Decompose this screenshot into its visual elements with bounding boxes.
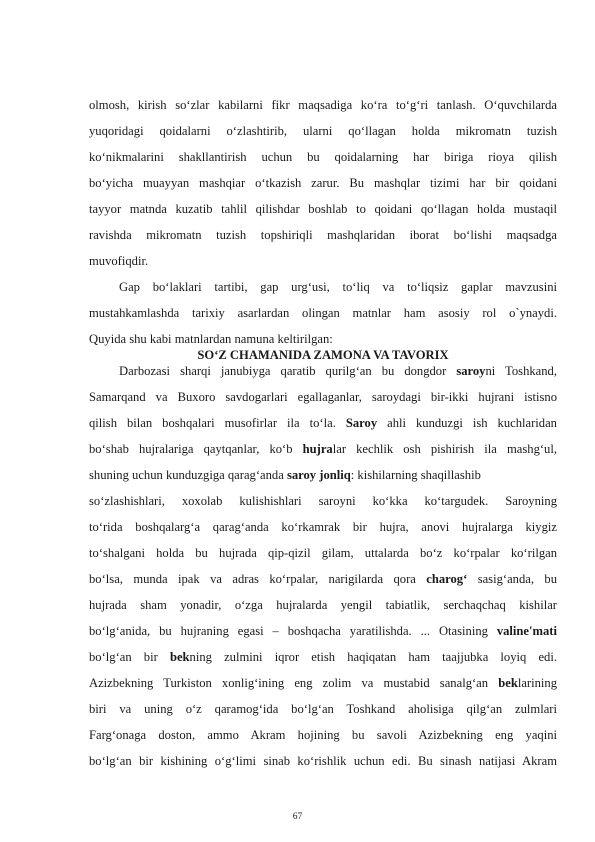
page-number: 67 <box>292 812 303 822</box>
text-line: Gap bo‘laklari tartibi, gap urg‘usi, to‘liq va to‘liqsiz gaplar mavzusini <box>119 280 557 294</box>
text-line: bo‘lg‘an bir kishining o‘g‘limi sinab ko‘rishlik uchun edi. Bu sinash natijasi Akram <box>89 754 557 768</box>
text-line: biri va uning o‘z qaramog‘ida bo‘lg‘an Toshkand aholisiga qilg‘an zulmlari <box>89 702 557 716</box>
text-line: bo‘lg‘anida, bu hujraning egasi – boshqacha yaratilishda. ... Otasining valine'mati <box>89 624 557 638</box>
text-line: so‘zlashishlari, xoxolab kulishishlari saroyni ko‘kka ko‘targudek. Saroyning <box>89 494 557 508</box>
text-line: bo‘lg‘an bir bekning zulmini iqror etish haqiqatan ham taajjubka loyiq edi. <box>89 650 557 664</box>
text-line: mustahkamlashda tarixiy asarlardan olingan matnlar ham asosiy rol o`ynaydi. <box>89 306 557 320</box>
text-line: yuqoridagi qoidalarni o‘zlashtirib, ularni qo‘llagan holda mikromatn tuzish <box>89 124 557 138</box>
text-line: Farg‘onaga doston, ammo Akram hojining bu savoli Azizbekning eng yaqini <box>89 728 557 742</box>
text-line: to‘rida boshqalarg‘a qarag‘anda ko‘rkamrak bir hujra, anovi hujralarga kiygiz <box>89 520 557 534</box>
text-line: to‘shalgani holda bu hujrada qip-qizil gilam, uttalarda bo‘z ko‘rpalar ko‘rilgan <box>89 546 557 560</box>
text-line: Darbozasi sharqi janubiyga qaratib qurilg‘an bu dongdor saroyni Toshkand, <box>119 364 557 378</box>
text-line: ko‘nikmalarini shakllantirish uchun bu qoidalarning har biriga rioya qilish <box>89 150 557 164</box>
text-line: muvofiqdir. <box>89 254 149 268</box>
text-line: Samarqand va Buxoro savdogarlari egallaganlar, saroydagi bir-ikki hujrani istisno <box>89 390 557 404</box>
text-line: hujrada sham yonadir, o‘zga hujralarda yengil tabiatlik, serchaqchaq kishilar <box>89 598 557 612</box>
text-line: tayyor matnda kuzatib tahlil qilishdar boshlab to qoidani qo‘llagan holda mustaqil <box>89 202 557 216</box>
text-line: bo‘yicha muayyan mashqiar o‘tkazish zarur. Bu mashqlar tizimi har bir qoidani <box>89 176 557 190</box>
text-line: bo‘lsa, munda ipak va adras ko‘rpalar, narigilarda qora charog‘ sasig‘anda, bu <box>89 572 557 586</box>
text-line: ravishda mikromatn tuzish topshiriqli mashqlaridan iborat bo‘lishi maqsadga <box>89 228 557 242</box>
text-line: olmosh, kirish so‘zlar kabilarni fikr maqsadiga ko‘ra to‘g‘ri tanlash. O‘quvchilarda <box>89 98 557 112</box>
text-line: Azizbekning Turkiston xonlig‘ining eng zolim va mustabid sanalg‘an beklarining <box>89 676 557 690</box>
text-line: shuning uchun kunduzgiga qarag‘anda saroy jonliq: kishilarning shaqillashib <box>89 468 481 482</box>
text-line: bo‘shab hujralariga qaytqanlar, ko‘b hujralar kechlik osh pishirish ila mashg‘ul, <box>89 442 557 456</box>
text-line: Quyida shu kabi matnlardan namuna keltirilgan: <box>89 332 333 346</box>
text-line: qilish bilan boshqalari musofirlar ila to‘la. Saroy ahli kunduzgi ish kuchlaridan <box>89 416 557 430</box>
section-heading: SO‘Z CHAMANIDA ZAMONA VA TAVORIX <box>197 348 449 362</box>
